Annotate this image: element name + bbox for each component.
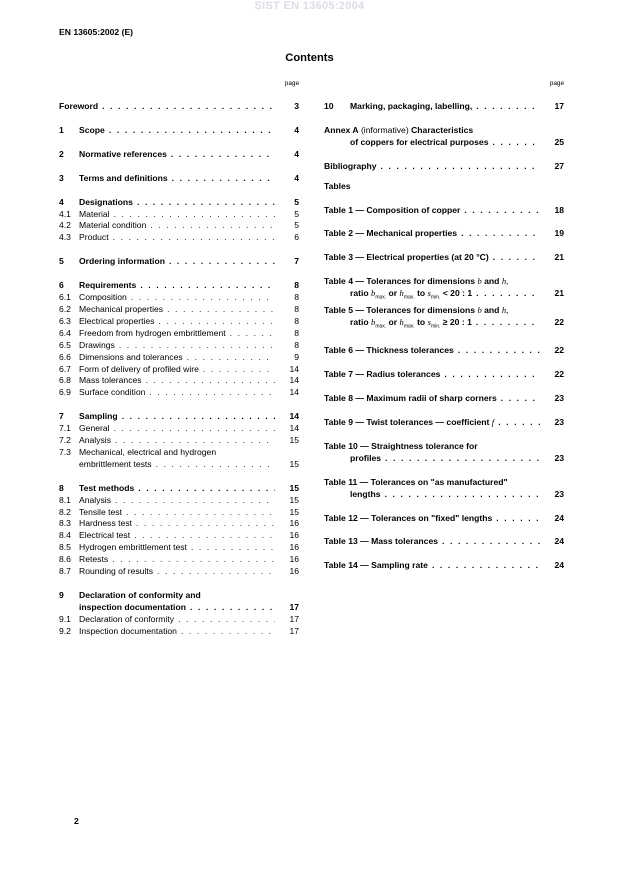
toc-entry-table-11-line1[interactable]: Table 11 — Tolerances on "as manufactured" [324, 476, 508, 487]
page-column-label: page [284, 80, 299, 87]
toc-entry-9-line1[interactable]: 9 Declaration of conformity and [59, 590, 201, 600]
toc-entry-6-9[interactable]: 6.9 Surface condition . . . 14 [59, 387, 299, 399]
toc-entry-table-13[interactable]: Table 13 — Mass tolerances . . . 24 [324, 536, 564, 548]
toc-entry-7-2[interactable]: 7.2 Analysis . . . 15 [59, 435, 299, 447]
toc-entry-table-5[interactable]: ratio $b_{max.}$ or $h_{max.}$ to $s_{min.} \ge 20$ : 1 . . . 22 [324, 317, 564, 334]
toc-entry-6-8[interactable]: 6.8 Mass tolerances . . . 14 [59, 375, 299, 387]
toc-entry-7-3-line1[interactable]: 7.3 Mechanical, electrical and hydrogen [59, 446, 217, 457]
toc-entry-7-1[interactable]: 7.1 General . . . 14 [59, 423, 299, 435]
toc-entry-10[interactable]: 10 Marking, packaging, labelling, . . . 17 [324, 101, 564, 113]
toc-entry-table-6[interactable]: Table 6 — Thickness tolerances . . . 22 [324, 345, 564, 357]
toc-entry-8[interactable]: 8 Test methods . . . 15 [59, 483, 299, 495]
toc-entry-6-7[interactable]: 6.7 Form of delivery of profiled wire . . . 14 [59, 364, 299, 376]
toc-entry-table-11[interactable]: lengths . . . 23 [324, 489, 564, 501]
toc-entry-6-6[interactable]: 6.6 Dimensions and tolerances . . . 9 [59, 352, 299, 364]
toc-entry-8-1[interactable]: 8.1 Analysis . . . 15 [59, 495, 299, 507]
tables-heading: Tables [324, 180, 351, 191]
toc-entry-6[interactable]: 6 Requirements . . . 8 [59, 280, 299, 292]
toc-right-column [324, 80, 564, 572]
toc-entry-9-1[interactable]: 9.1 Declaration of conformity . . . 17 [59, 614, 299, 626]
toc-entry-7-3[interactable]: embrittlement tests . . . 15 [59, 459, 299, 471]
toc-entry-6-4[interactable]: 6.4 Freedom from hydrogen embrittlement . . . 8 [59, 328, 299, 340]
toc-entry-9[interactable]: inspection documentation . . . 17 [59, 602, 299, 614]
toc-entry-7[interactable]: 7 Sampling . . . 14 [59, 411, 299, 423]
toc-entry-table-1[interactable]: Table 1 — Composition of copper . . . 18 [324, 205, 564, 217]
toc-entry-2[interactable]: 2 Normative references . . . 4 [59, 149, 299, 161]
toc-entry-table-10-line1[interactable]: Table 10 — Straightness tolerance for [324, 440, 478, 451]
toc-entry-table-5-line1[interactable]: Table 5 — Tolerances for dimensions b and h, [324, 304, 509, 315]
toc-entry-table-3[interactable]: Table 3 — Electrical properties (at 20 °C) . . . 21 [324, 252, 564, 264]
toc-entry-8-7[interactable]: 8.7 Rounding of results . . . 16 [59, 566, 299, 578]
toc-entry-6-1[interactable]: 6.1 Composition . . . 8 [59, 292, 299, 304]
toc-entry-3[interactable]: 3 Terms and definitions . . . 4 [59, 173, 299, 185]
toc-entry-table-4[interactable]: ratio $b_{max.}$ or $h_{max.}$ to $s_{min.} < 20$ : 1 . . . 21 [324, 288, 564, 305]
toc-left-column [59, 80, 299, 638]
toc-entry-8-2[interactable]: 8.2 Tensile test . . . 15 [59, 507, 299, 519]
toc-entry-9-2[interactable]: 9.2 Inspection documentation . . . 17 [59, 626, 299, 638]
toc-entry-1[interactable]: 1 Scope . . . 4 [59, 125, 299, 137]
toc-entry-8-6[interactable]: 8.6 Retests . . . 16 [59, 554, 299, 566]
toc-entry-table-9[interactable]: Table 9 — Twist tolerances — coefficient f . . . 23 [324, 417, 564, 429]
watermark: SIST EN 13605:2004 [254, 0, 365, 12]
toc-entry-table-14[interactable]: Table 14 — Sampling rate . . . 24 [324, 560, 564, 572]
standard-id: EN 13605:2002 (E) [59, 27, 134, 37]
toc-entry-8-5[interactable]: 8.5 Hydrogen embrittlement test . . . 16 [59, 542, 299, 554]
page-column-label: page [549, 80, 564, 87]
page-title: Contents [285, 52, 334, 64]
toc-entry-foreword[interactable]: Foreword . . . 3 [59, 101, 299, 113]
toc-entry-table-7[interactable]: Table 7 — Radius tolerances . . . 22 [324, 369, 564, 381]
toc-entry-annex-a[interactable]: of coppers for electrical purposes . . . 25 [324, 137, 564, 149]
toc-entry-4-3[interactable]: 4.3 Product . . . 6 [59, 232, 299, 244]
toc-entry-table-2[interactable]: Table 2 — Mechanical properties . . . 19 [324, 228, 564, 240]
toc-entry-6-2[interactable]: 6.2 Mechanical properties . . . 8 [59, 304, 299, 316]
toc-entry-4[interactable]: 4 Designations . . . 5 [59, 197, 299, 209]
toc-entry-4-1[interactable]: 4.1 Material . . . 5 [59, 209, 299, 221]
toc-entry-4-2[interactable]: 4.2 Material condition . . . 5 [59, 220, 299, 232]
toc-entry-5[interactable]: 5 Ordering information . . . 7 [59, 256, 299, 268]
toc-entry-8-4[interactable]: 8.4 Electrical test . . . 16 [59, 530, 299, 542]
toc-entry-table-8[interactable]: Table 8 — Maximum radii of sharp corners . . . 23 [324, 393, 564, 405]
page-number: 2 [74, 816, 79, 826]
toc-entry-table-12[interactable]: Table 12 — Tolerances on "fixed" lengths . . . 24 [324, 513, 564, 525]
toc-entry-bibliography[interactable]: Bibliography . . . 27 [324, 161, 564, 173]
toc-entry-6-5[interactable]: 6.5 Drawings . . . 8 [59, 340, 299, 352]
toc-entry-table-10[interactable]: profiles . . . 23 [324, 453, 564, 465]
toc-entry-6-3[interactable]: 6.3 Electrical properties . . . 8 [59, 316, 299, 328]
toc-entry-annex-a-line1[interactable]: Annex A (informative) Characteristics [324, 124, 474, 135]
toc-entry-table-4-line1[interactable]: Table 4 — Tolerances for dimensions b and h, [324, 276, 509, 287]
toc-entry-8-3[interactable]: 8.3 Hardness test . . . 16 [59, 518, 299, 530]
